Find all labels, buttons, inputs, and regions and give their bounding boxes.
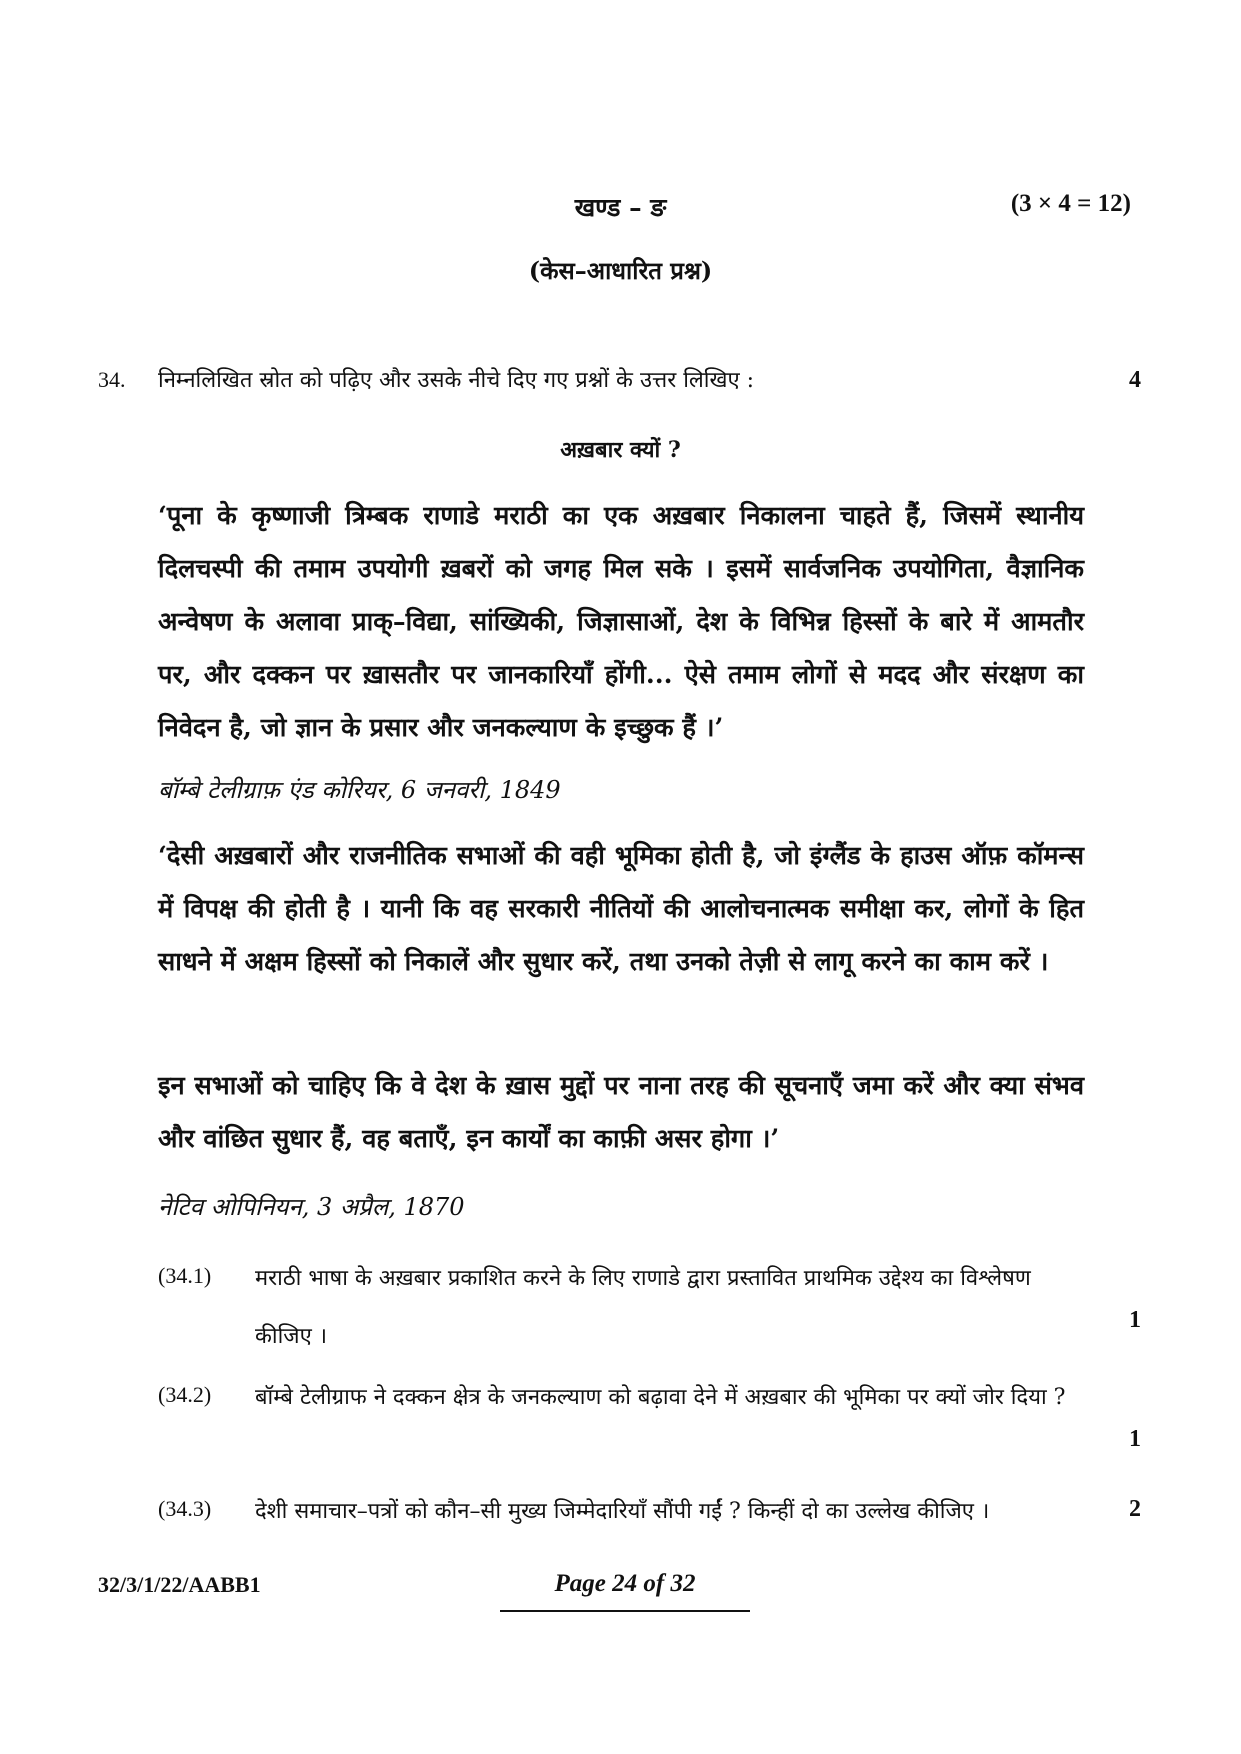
source-paragraph-3: इन सभाओं को चाहिए कि वे देश के ख़ास मुद्दों पर नाना तरह की सूचनाएँ जमा करें और क्या संभव और वांछित सुधार हैं, वह बताएँ, इन कार्यों का काफ़ी असर होगा ।’: [158, 1071, 1084, 1154]
source-citation-1: बॉम्बे टेलीग्राफ़ एंड कोरियर, 6 जनवरी, 1849: [158, 776, 561, 804]
source-paragraph-1: ‘पूना के कृष्णाजी त्रिम्बक राणाडे मराठी का एक अख़बार निकालना चाहते हैं, जिसमें स्थानीय दिलचस्पी की तमाम उपयोगी ख़बरों को जगह मिल सके । इसमें सार्वजनिक उपयोगिता, वैज्ञानिक अन्वेषण के अलावा प्राक्–विद्या, सांख्यिकी, जिज्ञासाओं, देश के विभिन्न हिस्सों के बारे में आमतौर पर, और दक्कन पर ख़ासतौर पर जानकारियाँ होंगी... ऐसे तमाम लोगों से मदद और संरक्षण का निवेदन है, जो ज्ञान के प्रसार और जनकल्याण के इच्छुक हैं ।’: [158, 501, 1084, 743]
source-citation-2: नेटिव ओपिनियन, 3 अप्रैल, 1870: [158, 1193, 465, 1221]
subquestion-text: देशी समाचार–पत्रों को कौन–सी मुख्य जिम्मेदारियाँ सौंपी गईं ? किन्हीं दो का उल्लेख कीजिए ।: [255, 1499, 990, 1524]
question-text: निम्नलिखित स्रोत को पढ़िए और उसके नीचे दिए गए प्रश्नों के उत्तर लिखिए :: [158, 368, 755, 393]
page-number: Page 24 of 32: [554, 1570, 696, 1597]
subquestion-marks: 1: [1129, 1426, 1141, 1452]
section-subtitle: (केस–आधारित प्रश्न): [528, 256, 713, 285]
subquestion-text: बॉम्बे टेलीग्राफ ने दक्कन क्षेत्र के जनकल्याण को बढ़ावा देने में अख़बार की भूमिका पर क्यों जोर दिया ?: [255, 1385, 1066, 1410]
section-title: खण्ड – ङ: [574, 193, 667, 222]
subquestion-number: (34.2): [158, 1382, 212, 1407]
paper-code: 32/3/1/22/AABB1: [98, 1572, 261, 1597]
page-number-underline: [500, 1610, 750, 1612]
subquestion-number: (34.1): [158, 1263, 212, 1288]
subquestion-marks: 2: [1129, 1496, 1141, 1522]
question-marks: 4: [1129, 367, 1141, 393]
subquestion-number: (34.3): [158, 1496, 212, 1521]
question-number: 34.: [98, 367, 126, 392]
subquestion-marks: 1: [1129, 1307, 1141, 1333]
source-paragraph-2: ‘देसी अख़बारों और राजनीतिक सभाओं की वही भूमिका होती है, जो इंग्लैंड के हाउस ऑफ़ कॉमन्स में विपक्ष की होती है । यानी कि वह सरकारी नीतियों की आलोचनात्मक समीक्षा कर, लोगों के हित साधने में अक्षम हिस्सों को निकालें और सुधार करें, तथा उनको तेज़ी से लागू करने का काम करें ।: [158, 841, 1084, 977]
section-marks: (3 × 4 = 12): [1010, 190, 1131, 217]
source-title: अख़बार क्यों ?: [560, 437, 681, 463]
subquestion-text: मराठी भाषा के अख़बार प्रकाशित करने के लिए राणाडे द्वारा प्रस्तावित प्राथमिक उद्देश्य का विश्लेषण कीजिए ।: [255, 1266, 1031, 1349]
